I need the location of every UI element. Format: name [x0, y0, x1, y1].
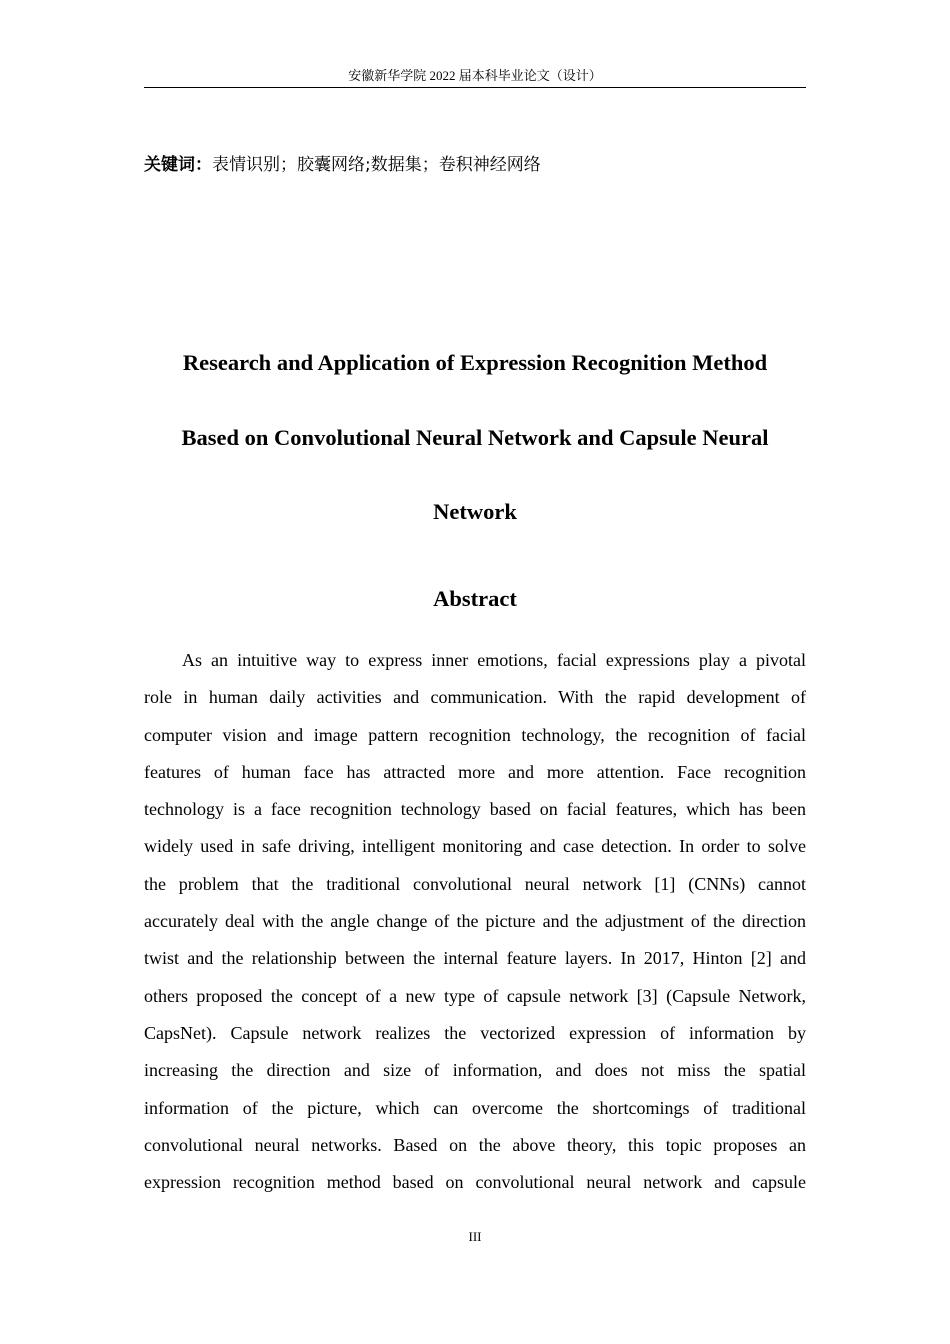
abstract-line: widely used in safe driving, intelligent monitoring and case detection. In order to solve	[144, 836, 806, 857]
title-line: Network	[433, 499, 517, 524]
abstract-line: CapsNet). Capsule network realizes the vectorized expression of information by	[144, 1022, 806, 1043]
abstract-line: increasing the direction and size of information, and does not miss the spatial	[144, 1060, 806, 1081]
english-title	[144, 326, 806, 550]
abstract-line: others proposed the concept of a new type of capsule network [3] (Capsule Network,	[144, 985, 806, 1006]
running-header-text: 安徽新华学院 2022 届本科毕业论文（设计）	[348, 68, 602, 83]
title-line: Research and Application of Expression Recognition Method	[182, 350, 768, 375]
abstract-line: expression recognition method based on convolutional neural network and capsule	[144, 1172, 806, 1193]
abstract-line: role in human daily activities and communication. With the rapid development of	[144, 687, 806, 708]
keywords-line	[144, 152, 806, 178]
abstract-line: technology is a face recognition technology based on facial features, which has been	[144, 799, 806, 820]
abstract-line: twist and the relationship between the internal feature layers. In 2017, Hinton [2] and	[144, 948, 806, 969]
abstract-line: accurately deal with the angle change of the picture and the adjustment of the direction	[144, 911, 806, 932]
abstract-line: information of the picture, which can overcome the shortcomings of traditional	[144, 1097, 806, 1118]
abstract-body	[144, 642, 806, 1201]
keywords-label: 关键词：	[144, 155, 212, 175]
title-line: Based on Convolutional Neural Network and Capsule Neural	[181, 424, 769, 450]
abstract-heading: Abstract	[433, 586, 517, 611]
keywords-value: 表情识别；胶囊网络;数据集；卷积神经网络	[212, 155, 541, 175]
abstract-line: features of human face has attracted more and more attention. Face recognition	[144, 761, 806, 782]
abstract-line: As an intuitive way to express inner emotions, facial expressions play a pivotal	[182, 650, 806, 670]
abstract-line: computer vision and image pattern recognition technology, the recognition of facial	[144, 724, 806, 745]
running-header	[144, 67, 806, 88]
abstract-line: the problem that the traditional convolutional neural network [1] (CNNs) cannot	[144, 873, 806, 894]
page-number: III	[468, 1229, 482, 1244]
abstract-line: convolutional neural networks. Based on the above theory, this topic proposes an	[144, 1134, 806, 1155]
